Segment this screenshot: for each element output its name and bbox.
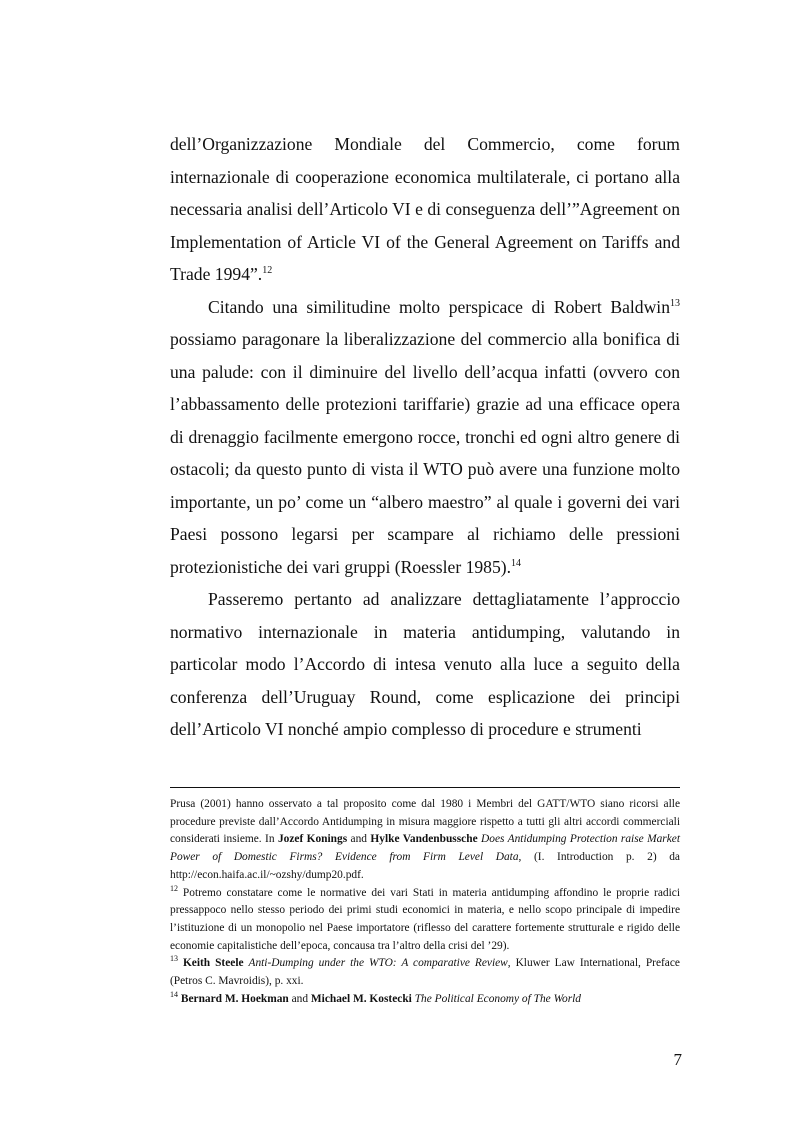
footnote-12: $^{12}$ Potremo constatare come le normative dei vari Stati in materia antidumping affondino le proprie radici pressappoco nello stesso periodo dei primi studi economici in materia, e nello scopo principale di impedire l’istituzione di un monopolio nel Paese importatore (riflesso del carattere fortemente strutturale e rigido delle economie capitalistiche dell’epoca, concausa tra l’altro della crisi del ’29). <box>170 883 680 952</box>
footnotes <box>170 796 680 1008</box>
page-number: 7 <box>673 1050 682 1069</box>
footnote-continued: Prusa (2001) hanno osservato a tal proposito come dal 1980 i Membri del GATT/WTO siano ricorsi alle procedure previste dall’Accordo Antidumping in misura maggiore rispetto a tutti gli altri accordi commerciali considerati insieme. In Jozef Konings and Hylke Vandenbussche Does Antidumping Protection raise Market Power of Domestic Firms? Evidence from Firm Level Data, (I. Introduction p. 2) da http://econ.haifa.ac.il/~ozshy/dump20.pdf. <box>170 798 681 881</box>
footnote-14: $^{14}$ Bernard M. Hoekman and Michael M. Kostecki The Political Economy of The World <box>170 989 581 1005</box>
main-text <box>170 128 680 746</box>
paragraph-3: Passeremo pertanto ad analizzare dettagliatamente l’approccio normativo internazionale in materia antidumping, valutando in particolar modo l’Accordo di intesa venuto alla luce a seguito della conferenza dell’Uruguay Round, come esplicazione dei principi dell’Articolo VI nonché ampio complesso di procedure e strumenti <box>170 589 680 739</box>
paragraph-1: dell’Organizzazione Mondiale del Commercio, come forum internazionale di cooperazione economica multilaterale, ci portano alla necessaria analisi dell’Articolo VI e di conseguenza dell’”Agreement on Implementation of Article VI of the General Agreement on Tariffs and Trade 1994”.$^{12}$ <box>170 134 680 284</box>
paragraph-2: Citando una similitudine molto perspicace di Robert Baldwin$^{13}$ possiamo paragonare la liberalizzazione del commercio alla bonifica di una palude: con il diminuire del livello dell’acqua infatti (ovvero con l’abbassamento delle protezioni tariffarie) grazie ad una efficace opera di drenaggio facilmente emergono rocce, tronchi ed ogni altro genere di ostacoli; da questo punto di vista il WTO può avere una funzione molto importante, un po’ come un “albero maestro” al quale i governi dei vari Paesi possono legarsi per scampare al richiamo delle pressioni protezionistiche dei vari gruppi (Roessler 1985).$^{14}$ <box>170 296 680 577</box>
footnote-13: $^{13}$ Keith Steele Anti-Dumping under the WTO: A comparative Review, Kluwer Law International, Preface (Petros C. Mavroidis), p. xxi. <box>170 954 680 988</box>
footnote-ref-13: 13 <box>670 297 680 309</box>
footnote-ref-12: 12 <box>262 265 273 276</box>
body-text <box>170 128 680 746</box>
footnote-separator <box>170 787 680 788</box>
footnote-ref-14: 14 <box>511 557 522 569</box>
